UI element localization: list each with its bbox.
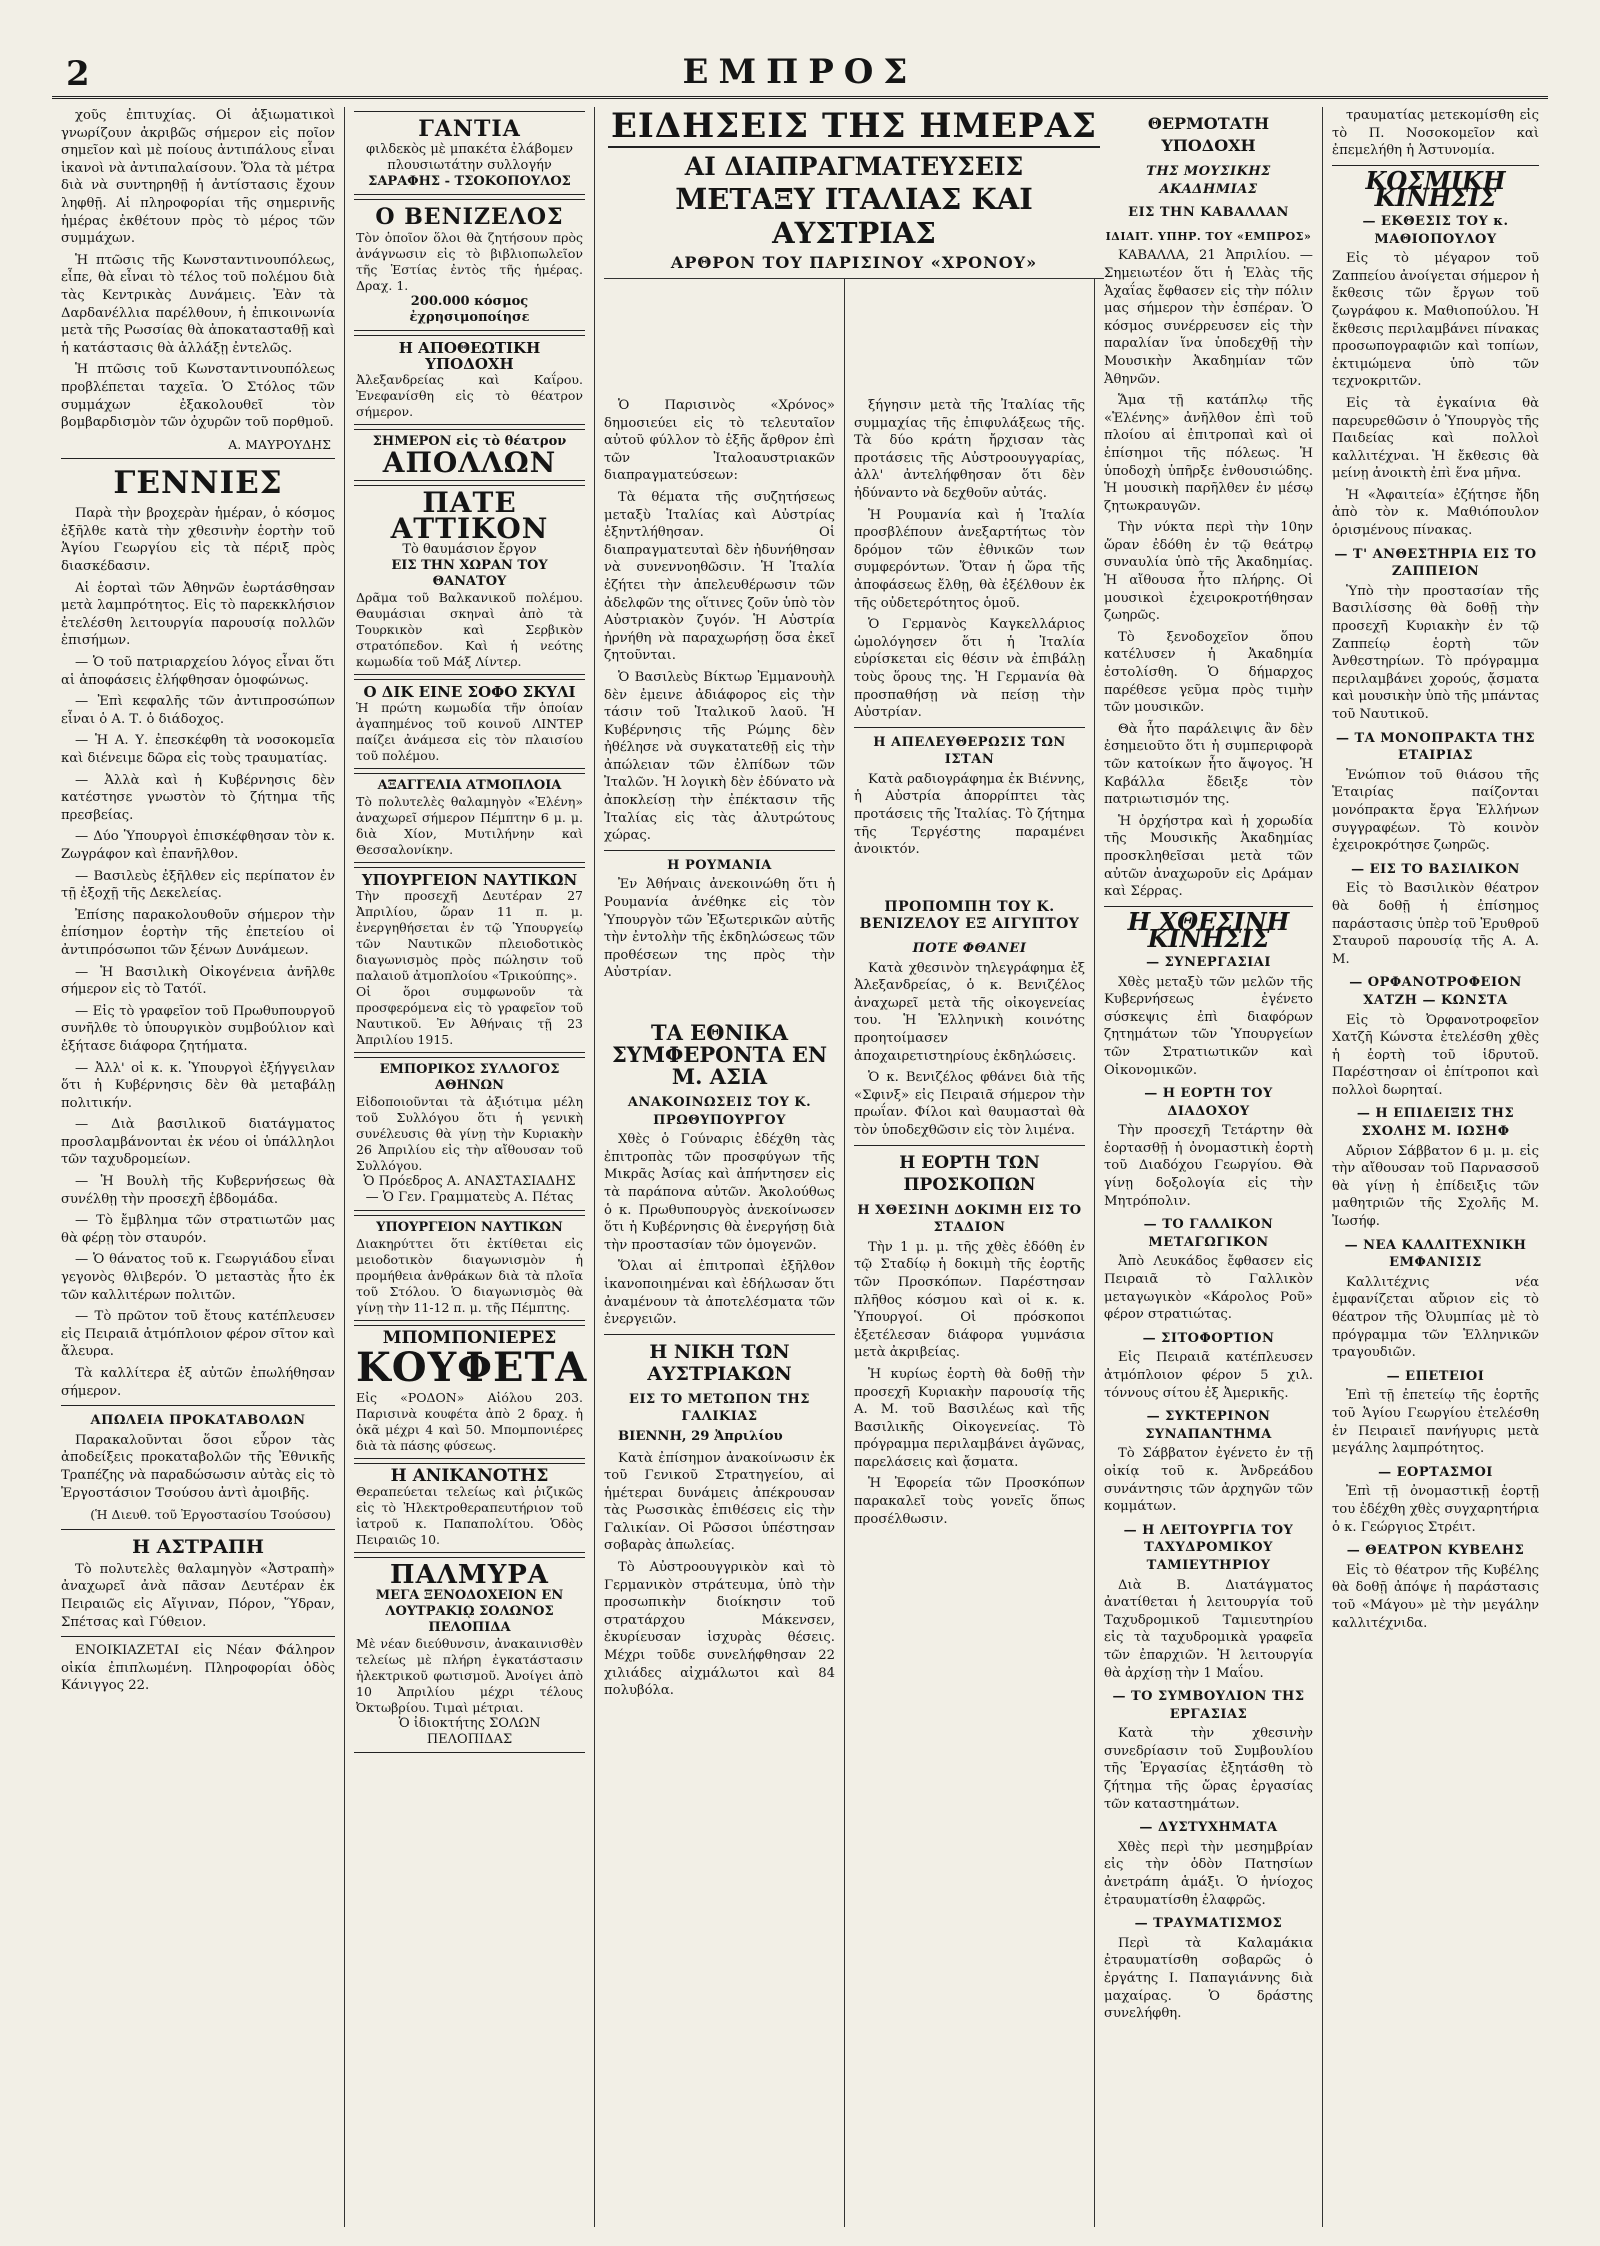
paragraph: Ἀπὸ Λευκάδος ἔφθασεν εἰς Πειραιᾶ τὸ Γαλλικὸν μεταγωγικὸν «Κάρολος Ροῦ» φέρον στρατιώτας.: [1104, 1254, 1313, 1323]
ad-koufeta: [354, 1325, 588, 1459]
paragraph: τραυματίας μετεκομίσθη εἰς τὸ Π. Νοσοκομεῖον καὶ ἐπεμελήθη ἡ Ἀστυνομία.: [1332, 108, 1539, 159]
section-head: — ΤΑ ΜΟΝΟΠΡΑΚΤΑ ΤΗΣ ΕΤΑΙΡΙΑΣ: [1335, 730, 1536, 764]
ad-head: Ο ΒΕΝΙΖΕΛΟΣ: [375, 204, 564, 230]
paragraph: Διὰ Β. Διατάγματος ἀνατίθεται ἡ λειτουργία τοῦ Ταχυδρομικοῦ Ταμιευτηρίου εἰς τὰ ταχυδρομικὰ γραφεῖα τῶν ἐπαρχιῶν. Ἡ λειτουργία θὰ ἀρχίσῃ τὴν 1 Μαΐου.: [1104, 1577, 1313, 1681]
paragraph: — Τὸ πρῶτον τοῦ ἔτους κατέπλευσεν εἰς Πειραιᾶ ἀτμόπλοιον φέρον σῖτον καὶ ἄλευρα.: [61, 1309, 335, 1360]
ad-text: Εἰς «ΡΟΔΟΝ» Αἰόλου 203. Παρισινὰ κουφέτα ἀπὸ 2 δραχ. ἡ ὀκᾶ μέχρι 4 καὶ 50. Μπομπονιέρες διὰ τὰ πάσης φύσεως.: [356, 1390, 583, 1453]
ad-pate-attikon: [354, 485, 585, 675]
section-head: — Η ΕΟΡΤΗ ΤΟΥ ΔΙΑΔΟΧΟΥ: [1144, 1086, 1273, 1119]
ad-head: Ο ΔΙΚ ΕΙΝΕ ΣΟΦΟ ΣΚΥΛΙ: [363, 683, 576, 701]
section-head: — ΘΕΑΤΡΟΝ ΚΥΒΕΛΗΣ: [1346, 1543, 1525, 1559]
section-head: — ΕΚΘΕΣΙΣ ΤΟΥ κ. ΜΑΘΙΟΠΟΥΛΟΥ: [1362, 213, 1509, 247]
paragraph: Ὑπὸ τὴν προστασίαν τῆς Βασιλίσσης θὰ δοθῇ τὴν προσεχῆ Κυριακὴν ἐν τῷ Ζαππείῳ ἑορτὴ τῶν Ἀνθεστηρίων. Τὸ πρόγραμμα περιλαμβάνει χορούς, ᾄσματα καὶ μουσικὴν ὑπὸ τῆς μπάντας τοῦ Ναυτικοῦ.: [1332, 583, 1539, 722]
newspaper-title: ΕΜΠΡΟΣ: [682, 52, 918, 92]
paragraph: ΚΑΒΑΛΛΑ, 21 Ἀπριλίου. — Σημειωτέον ὅτι ἡ Ἑλὰς τῆς Ἀχαΐας ἔφθασεν εἰς τὴν πόλιν μας σήμερον τὴν ἑσπέραν. Ὁ κόσμος συνέρρευσεν εἰς τὴν παραλίαν ἵνα ὑποδεχθῇ τὴν Μουσικὴν Ἀκαδημίαν τῶν Ἀθηνῶν.: [1104, 248, 1313, 387]
paragraph: — Ἀλλ' οἱ κ. κ. Ὑπουργοὶ ἐξήγγειλαν ὅτι ἡ Κυβέρνησις δὲν θὰ μεταβάλῃ πολιτικήν.: [61, 1060, 335, 1111]
paragraph: Χθὲς μεταξὺ τῶν μελῶν τῆς Κυβερνήσεως ἐγένετο σύσκεψις ἐπὶ διαφόρων ζητημάτων τῶν Ὑπουργείων τῶν Στρατιωτικῶν καὶ Οἰκονομικῶν.: [1104, 974, 1313, 1078]
paragraph: Τὴν προσεχῆ Τετάρτην θὰ ἑορτασθῇ ἡ ὀνομαστικὴ ἑορτὴ τοῦ Διαδόχου Γεωργίου. Θὰ γίνῃ δοξολογία εἰς τὴν Μητρόπολιν.: [1104, 1123, 1313, 1209]
headline-xthesini-kinisis: Η ΧΘΕΣΙΝΗ ΚΙΝΗΣΙΣ: [1127, 906, 1290, 954]
paragraph: Καλλιτέχνις νέα ἐμφανίζεται αὔριον εἰς τὸ θέατρον τῆς Ὀλυμπίας μὲ τὸ πρόγραμμα τῶν Ἑλληνικῶν τραγουδιῶν.: [1332, 1274, 1539, 1361]
paragraph: — Ὁ τοῦ πατριαρχείου λόγος εἶναι ὅτι αἱ ἀποφάσεις ἐλήφθησαν ὁμοφώνως.: [61, 655, 335, 688]
ad-merchants-association: [354, 1057, 585, 1211]
divider: [61, 1529, 335, 1530]
main-subheadline-3: ΑΡΘΡΟΝ ΤΟΥ ΠΑΡΙΣΙΝΟΥ «ΧΡΟΝΟΥ»: [670, 253, 1038, 272]
section-head: — Τ' ΑΝΘΕΣΤΗΡΙΑ ΕΙΣ ΤΟ ΖΑΠΠΕΙΟΝ: [1334, 546, 1537, 580]
paragraph: Ὁ Παρισινὸς «Χρόνος» δημοσιεύει εἰς τὸ τελευταῖον αὐτοῦ φύλλον τὸ ἑξῆς ἄρθρον ἐπὶ τῶν Ἰταλοαυστριακῶν διαπραγματεύσεων:: [604, 398, 835, 484]
ad-head: ΑΞΑΓΓΕΛΙΑ ΑΤΜΟΠΛΟΙΑ: [377, 778, 562, 793]
paragraph: Τὰ θέματα τῆς συζητήσεως μεταξὺ Ἰταλίας καὶ Αὐστρίας ἐξηντλήθησαν. Οἱ διαπραγματευταὶ δὲν ἠδυνήθησαν νὰ συνεννοηθῶσιν. Ἡ Ἰταλία ἐζήτει τὴν ἀπελευθέρωσιν τῶν ἀδελφῶν της οἵτινες ζοῦν ὑπὸ τὸν Αὐστριακὸν ζυγόν. Ἡ Αὐστρία ἠρνήθη νὰ παραχωρήσῃ ὅσα ἐκεῖ ζητοῦνται.: [604, 489, 835, 664]
section-head: — ΤΡΑΥΜΑΤΙΣΜΟΣ: [1134, 1916, 1283, 1932]
section-head: — ΣΥΚΤΕΡΙΝΟΝ ΣΥΝΑΠΑΝΤΗΜΑ: [1145, 1409, 1272, 1442]
paragraph: Ἐπὶ τῇ ἐπετείῳ τῆς ἑορτῆς τοῦ Ἁγίου Γεωργίου ἐτελέσθη ἐν Πειραιεῖ πανήγυρις μετὰ μεγάλης λαμπρότητος.: [1332, 1388, 1539, 1457]
subheadline-ethnika: ΑΝΑΚΟΙΝΩΣΕΙΣ ΤΟΥ Κ. ΠΡΩΘΥΠΟΥΡΓΟΥ: [627, 1095, 812, 1128]
headline-ethnika: ΤΑ ΕΘΝΙΚΑ ΣΥΜΦΕΡΟΝΤΑ ΕΝ Μ. ΑΣΙΑ: [611, 1020, 828, 1089]
page-number: 2: [66, 54, 90, 94]
ad-anikanotis: [354, 1463, 585, 1553]
spacer: [854, 863, 1085, 893]
paragraph: Ὁ Βασιλεὺς Βίκτωρ Ἐμμανουὴλ δὲν ἐμεινε ἀδιάφορος εἰς τὴν τάσιν τοῦ Ἰταλικοῦ λαοῦ. Ἡ Κυβέρνησις τῆς Ρώμης δὲν ἠθέλησε νὰ συγκατατεθῇ εἰς τὴν ἀπώλειαν τῶν ἐλπίδων τῶν Ἰταλῶν. Ἡ λογικὴ δὲν ἐδύνατο νὰ ἀποκλείσῃ τὴν ἐπέκτασιν τῆς Ἰταλίας εἰς τὰς ἀλυτρώτους χώρας.: [604, 669, 835, 844]
headline-proskopon: Η ΕΟΡΤΗ ΤΩΝ ΠΡΟΣΚΟΠΩΝ: [899, 1152, 1040, 1195]
ad-venizelos-book: [354, 199, 585, 331]
ad-text: Δρᾶμα τοῦ Βαλκανικοῦ πολέμου. Θαυμάσιαι σκηναὶ ἀπὸ τὰ Τουρκικὸν καὶ Σερβικὸν στρατόπεδον. Καὶ ἡ νεότης κωμωδία τοῦ Μάξ Λίντερ.: [356, 590, 583, 669]
paragraph: — Ὁ θάνατος τοῦ κ. Γεωργιάδου εἶναι γεγονὸς θλιβερόν. Ὁ μεταστὰς ἦτο ἐκ τῶν καλλιτέρων πολιτῶν.: [61, 1252, 335, 1303]
paragraph: Ἡ ὀρχήστρα καὶ ἡ χορωδία τῆς Μουσικῆς Ἀκαδημίας προσκληθεῖσαι μετὰ τῶν αὐτῶν ἀναχωροῦν εἰς Δράμαν καὶ Σέρρας.: [1104, 813, 1313, 900]
section-head: — ΝΕΑ ΚΑΛΛΙΤΕΧΝΙΚΗ ΕΜΦΑΝΙΣΙΣ: [1344, 1237, 1527, 1271]
headline-gennies: ΓΕΝΝΙΕΣ: [113, 465, 283, 502]
divider: [61, 1405, 335, 1406]
headline-astrapi: Η ΑΣΤΡΑΠΗ: [132, 1535, 264, 1558]
ad-text: Ἀλεξανδρείας καὶ Καΐρου. Ἐνεφανίσθη εἰς τὸ θέατρον σήμερον.: [356, 372, 583, 419]
ad-apollon: [354, 429, 585, 481]
spacer: [604, 986, 835, 1016]
section-head: — ΤΟ ΓΑΛΛΙΚΟΝ ΜΕΤΑΓΩΓΙΚΟΝ: [1143, 1217, 1274, 1250]
signature: Α. ΜΑΥΡΟΥΔΗΣ: [228, 436, 331, 452]
ad-sign: Ὁ ἰδιοκτήτης ΣΟΛΩΝ ΠΕΛΟΠΙΔΑΣ: [398, 1716, 541, 1747]
ad-head: Η ΑΠΟΘΕΩΤΙΚΗ ΥΠΟΔΟΧΗ: [398, 339, 541, 373]
headline-roumania: Η ΡΟΥΜΑΝΙΑ: [667, 857, 772, 873]
paragraph: — Διὰ βασιλικοῦ διατάγματος προσλαμβάνονται ἐκ νέου οἱ ὑπάλληλοι τῶν ταχυδρομείων.: [61, 1117, 335, 1168]
ad-text: Θεραπεύεται τελείως καὶ ῥιζικῶς εἰς τὸ Ἠλεκτροθεραπευτήριον τοῦ ἰατροῦ κ. Παπαπολίτου. Ὁδὸς Πειραιῶς 10.: [356, 1484, 583, 1547]
paragraph: Εἰς τὸ μέγαρον τοῦ Ζαππείου ἀνοίγεται σήμερον ἡ ἔκθεσις τῶν ἔργων τοῦ ζωγράφου κ. Μαθιοπούλου. Ἡ ἔκθεσις περιλαμβάνει πίνακας προσωπογραφιῶν καὶ τοπίων, ἐκτιμώμενα ὑπὸ τῶν τεχνοκριτῶν.: [1332, 251, 1539, 390]
paragraph: Τὰ καλλίτερα ἐξ αὐτῶν ἐπωλήθησαν σήμερον.: [61, 1366, 335, 1399]
ad-sub: φιλδεκὸς μὲ μπακέτα ἐλάβομεν πλουσιωτάτην συλλογήν: [365, 142, 574, 173]
paragraph: Εἰς τὸ Ὀρφανοτροφεῖον Χατζῆ Κώνστα ἐτελέσθη χθὲς ἡ ἑορτὴ τοῦ ἱδρυτοῦ. Παρέστησαν οἱ ἐπίτροποι καὶ πολλοὶ δωρηταί.: [1332, 1012, 1539, 1098]
column-6: [1323, 107, 1548, 2227]
ad-head: ΓΑΝΤΙΑ: [418, 116, 521, 142]
paragraph: Ἡ Ἐφορεία τῶν Προσκόπων παρακαλεῖ τοὺς γονεῖς ὅπως προσέλθωσιν.: [854, 1476, 1085, 1527]
headline-kosmiki-kinisis: ΚΟΣΜΙΚΗ ΚΙΝΗΣΙΣ: [1365, 165, 1506, 213]
ad-head: ΑΠΟΛΛΩΝ: [382, 446, 557, 479]
footer-notice: ΕΝΟΙΚΙΑΖΕΤΑΙ εἰς Νέαν Φάληρον οἰκία ἐπιπλωμένη. Πληροφορίαι ὁδὸς Κάνιγγος 22.: [61, 1643, 335, 1694]
paragraph: Κατὰ ἐπίσημον ἀνακοίνωσιν ἐκ τοῦ Γενικοῦ Στρατηγείου, αἱ ἡμέτεραι δυνάμεις ἀπέκρουσαν τὰς Ρωσσικὰς ἐπιθέσεις εἰς τὴν Γαλικίαν. Οἱ Ρῶσσοι ὑπέστησαν σοβαρὰς ἀπωλείας.: [604, 1450, 835, 1554]
paragraph: Παρὰ τὴν βροχερὰν ἡμέραν, ὁ κόσμος ἐξῆλθε κατὰ τὴν χθεσινὴν ἑορτὴν τοῦ Ἁγίου Γεωργίου εἰς τὰ πέριξ πρὸς διασκέδασιν.: [61, 506, 335, 575]
ad-gloves: [354, 111, 585, 195]
paragraph: Εἰς τὰ ἐγκαίνια θὰ παρευρεθῶσιν ὁ Ὑπουργὸς τῆς Παιδείας καὶ πολλοὶ καλλιτέχναι. Ἡ ἔκθεσις θὰ μείνῃ ἀνοικτὴ ἐπὶ ἕνα μῆνα.: [1332, 395, 1539, 482]
paragraph: — Εἰς τὸ γραφεῖον τοῦ Πρωθυπουργοῦ συνῆλθε τὸ ὑπουργικὸν συμβούλιον καὶ ἐξήτασε διάφορα ζητήματα.: [61, 1003, 335, 1054]
ad-head: ΠΑΤΕ ΑΤΤΙΚΟΝ: [390, 486, 549, 545]
ad-head: ΥΠΟΥΡΓΕΙΟΝ ΝΑΥΤΙΚΩΝ: [376, 1220, 563, 1235]
ad-head: ΠΑΛΜΥΡΑ: [390, 1560, 549, 1590]
ad-dik: [354, 679, 585, 769]
section-head: — ΣΙΤΟΦΟΡΤΙΟΝ: [1142, 1330, 1275, 1346]
column-1: [52, 107, 345, 2227]
ad-head: ΜΠΟΜΠΟΝΙΕΡΕΣ: [382, 1328, 557, 1348]
ad-text: Εἰδοποιοῦνται τὰ ἀξιότιμα μέλη τοῦ Συλλόγου ὅτι ἡ γενικὴ συνέλευσις θὰ γίνῃ τὴν Κυριακὴν 26 Ἀπριλίου εἰς τὴν αἴθουσαν τοῦ Συλλόγου.: [356, 1094, 583, 1173]
ad-head: ΥΠΟΥΡΓΕΙΟΝ ΝΑΥΤΙΚΩΝ: [361, 871, 578, 889]
divider: [61, 458, 335, 459]
ad-navy-ministry: [354, 867, 585, 1053]
headline-venizelos: ΠΡΟΠΟΜΠΗ ΤΟΥ Κ. ΒΕΝΙΖΕΛΟΥ ΕΞ ΑΙΓΥΠΤΟΥ: [859, 898, 1080, 933]
ad-navy-ministry-2: [354, 1215, 585, 1321]
paragraph: Ὁ κ. Βενιζέλος φθάνει διὰ τῆς «Σφινξ» εἰς Πειραιᾶ σήμερον τὴν πρωΐαν. Φίλοι καὶ θαυμασταὶ θὰ τὸν ὑποδεχθῶσιν εἰς τὸν λιμένα.: [854, 1070, 1085, 1138]
paragraph: Χθὲς περὶ τὴν μεσημβρίαν εἰς τὴν ὁδὸν Πατησίων ἀνετράπη ἁμάξι. Ὁ ἡνίοχος ἐτραυματίσθη ἐλαφρῶς.: [1104, 1839, 1313, 1908]
paragraph: Κατὰ χθεσινὸν τηλεγράφημα ἐξ Ἀλεξανδρείας, ὁ κ. Βενιζέλος ἀναχωρεῖ μετὰ τῆς οἰκογενείας του. Ἡ Ἑλληνικὴ κοινότης προητοίμασεν ἀποχαιρετιστηρίους ἐκδηλώσεις.: [854, 960, 1085, 1064]
paragraph: Εἰς Πειραιᾶ κατέπλευσεν ἀτμόπλοιον φέρον 5 χιλ. τόννους σίτου ἐξ Ἀμερικῆς.: [1104, 1350, 1313, 1401]
ad-big: ΚΟΥΦΕΤΑ: [356, 1344, 588, 1391]
ad-sub: Τὸ θαυμάσιον ἔργον: [402, 542, 537, 557]
paragraph: Θὰ ἦτο παράλειψις ἂν δὲν ἐσημειοῦτο ὅτι ἡ συμπεριφορὰ τῶν κατοίκων ἦτο ἄψογος. Ἡ Καβάλλα ἔδειξε τὸν πατριωτισμόν της.: [1104, 721, 1313, 808]
subheadline-niki: ΕΙΣ ΤΟ ΜΕΤΩΠΟΝ ΤΗΣ ΓΑΛΙΚΙΑΣ: [629, 1391, 810, 1425]
paragraph: Εἰς τὸ Βασιλικὸν θέατρον θὰ δοθῇ ἡ ἐπίσημος παράστασις ὑπὲρ τοῦ Ἐρυθροῦ Σταυροῦ παρουσίᾳ τῆς Α. Α. Μ.: [1332, 881, 1540, 967]
paragraph: Αὔριον Σάββατον 6 μ. μ. εἰς τὴν αἴθουσαν τοῦ Παρνασσοῦ θὰ γίνῃ ἡ ἐπίδειξις τῶν μαθητριῶν τῆς Σχολῆς Μ. Ἰωσήφ.: [1332, 1143, 1539, 1230]
paragraph: Ὁ Γερμανὸς Καγκελλάριος ὡμολόγησεν ὅτι ἡ Ἰταλία εὑρίσκεται εἰς θέσιν νὰ ἐπιβάλῃ τοὺς ὅρους της. Ἡ Γερμανία θὰ προσπαθήσῃ νὰ πείσῃ τὴν Αὐστρίαν.: [854, 617, 1085, 721]
ad-palmyra: [354, 1557, 585, 1753]
paragraph: Ἐν Ἀθήναις ἀνεκοινώθη ὅτι ἡ Ρουμανία ἀνέθηκε εἰς τὸν Ὑπουργὸν τῶν Ἐξωτερικῶν αὐτῆς τὴν ἐντολὴν τῆς ἐκδηλώσεως τῶν προθέσεων της πρὸς τὴν Αὐστρίαν.: [604, 877, 835, 981]
ad-head: Η ΑΝΙΚΑΝΟΤΗΣ: [390, 1466, 549, 1486]
subheadline: ΕΙΣ ΤΗΝ ΚΑΒΑΛΛΑΝ: [1128, 205, 1289, 221]
section-head: — ΕΠΕΤΕΙΟΙ: [1386, 1368, 1485, 1384]
ad-sign: Ὁ Πρόεδρος Α. ΑΝΑΣΤΑΣΙΑΔΗΣ — Ὁ Γεν. Γραμματεὺς Α. Πέτας: [363, 1174, 576, 1205]
ad-head: ΕΜΠΟΡΙΚΟΣ ΣΥΛΛΟΓΟΣ ΑΘΗΝΩΝ: [379, 1062, 560, 1093]
paragraph: Εἰς τὸ θέατρον τῆς Κυβέλης θὰ δοθῇ ἀπόψε ἡ παράστασις τοῦ «Μάγου» μὲ τὴν μεγάλην καλλιτέχνιδα.: [1332, 1562, 1539, 1631]
paragraph: χοῦς ἐπιτυχίας. Οἱ ἀξιωματικοὶ γνωρίζουν ἀκριβῶς σήμερον εἰς ποῖον σημεῖον καὶ μὲ ποίους ἀντιπάλους εἶναι ἱκανοὶ νὰ ἀντιπαλαίσουν. Ὅλα τὰ μέτρα διὰ νὰ συντηρηθῇ ἡ ἀντίστασις ἔχουν ληφθῇ. Αἱ πληροφορίαι τῆς σημερινῆς ἡμέρας ἐκθέτουν πρὸς τὸ μέρος τῶν συμμάχων.: [61, 108, 335, 247]
paragraph: — Τὸ ἔμβλημα τῶν στρατιωτῶν μας θὰ φέρῃ τὸν σταυρόν.: [61, 1213, 335, 1246]
column-4: [845, 107, 1095, 2227]
headline-ypodoxi: ΘΕΡΜΟΤΑΤΗ ΥΠΟΔΟΧΗ: [1147, 114, 1270, 155]
paragraph: — Δύο Ὑπουργοὶ ἐπισκέφθησαν τὸν κ. Ζωγράφον καὶ ἐπανῆλθον.: [61, 829, 335, 862]
paragraph: Ἡ πτῶσις τοῦ Κωνσταντινουπόλεως προβλέπεται ταχεῖα. Ὁ Στόλος τῶν συμμάχων ἐξακολουθεῖ τὸν βομβαρδισμὸν τῶν ὀχυρῶν τοῦ πορθμοῦ.: [61, 362, 335, 431]
paragraph: — Ἀλλὰ καὶ ἡ Κυβέρνησις δὲν κατέστησε γνωστὸν τὸ ζήτημα τῆς πρεσβείας.: [61, 772, 335, 823]
paragraph: Τὸ Σάββατον ἐγένετο ἐν τῇ οἰκίᾳ τοῦ κ. Ἀνδρεάδου συνάντησις τῶν ἀρχηγῶν τῶν κομμάτων.: [1104, 1446, 1313, 1515]
paragraph: Ἐπίσης παρακολουθοῦν σήμερον τὴν ἐπίσημον ἑορτὴν τῆς ἐπετείου οἱ ἀντιπρόσωποι τῶν ξένων Δυνάμεων.: [61, 907, 335, 958]
paragraph: Ἐπὶ τῇ ὀνομαστικῇ ἑορτῇ του ἐδέχθη χθὲς συγχαρητήρια ὁ κ. Γεώργιος Στρέιτ.: [1332, 1484, 1539, 1535]
ad-text: Τὸν ὁποῖον ὅλοι θὰ ζητήσουν πρὸς ἀνάγνωσιν εἰς τὸ βιβλιοπωλεῖον τῆς Ἑστίας ἐντὸς τῆς ἡμέρας. Δραχ. 1.: [356, 230, 583, 293]
column-3: [595, 107, 845, 2227]
paragraph: Κατὰ ραδιογράφημα ἐκ Βιέννης, ἡ Αὐστρία ἀπορρίπτει τὰς προτάσεις τῆς Ἰταλίας. Τὸ ζήτημα τῆς Τεργέστης παραμένει ἀνοικτόν.: [854, 771, 1085, 858]
masthead: [52, 46, 1548, 99]
ad-text: Μὲ νέαν διεύθυνσιν, ἀνακαινισθὲν τελείως μὲ πλήρη ἐγκατάστασιν ἠλεκτρικοῦ φωτισμοῦ. Ἀνοίγει ἀπὸ 10 Ἀπριλίου μέχρι τέλους Ὀκτωβρίου. Τιμαὶ μέτριαι.: [356, 1636, 583, 1715]
divider: [854, 1145, 1085, 1146]
main-headline: ΕΙΔΗΣΕΙΣ ΤΗΣ ΗΜΕΡΑΣ: [608, 106, 1100, 148]
byline: ΙΔΙΑΙΤ. ΥΠΗΡ. ΤΟΥ «ΕΜΠΡΟΣ»: [1105, 229, 1312, 243]
paragraph: Χθὲς ὁ Γούναρις ἐδέχθη τὰς ἐπιτροπὰς τῶν προσφύγων τῆς Μικρᾶς Ἀσίας καὶ ἀπήντησεν εἰς τὰ παράπονα αὐτῶν. Ἀκολούθως ὁ κ. Πρωθυπουργὸς ἀνεκοίνωσεν ὅτι ἡ Κυβέρνησις θὰ ἐνεργήσῃ διὰ τὴν προστασίαν τῶν ὁμογενῶν.: [604, 1132, 835, 1253]
ad-text: Διακηρύττει ὅτι ἐκτίθεται εἰς μειοδοτικὸν διαγωνισμὸν ἡ προμήθεια ἀνθράκων διὰ τὰ πλοῖα τοῦ Στόλου. Ὁ διαγωνισμὸς θὰ γίνῃ τὴν 11-12 π. μ. τῆς Πέμπτης.: [356, 1236, 583, 1315]
paragraph: Κατὰ τὴν χθεσινὴν συνεδρίασιν τοῦ Συμβουλίου τῆς Ἐργασίας ἐξητάσθη τὸ ζήτημα τῆς ὥρας ἐργασίας τῶν καταστημάτων.: [1104, 1726, 1313, 1812]
paragraph: Παρακαλοῦνται ὅσοι εὗρον τὰς ἀποδείξεις προκαταβολῶν τῆς Ἐθνικῆς Τραπέζης νὰ παραδώσωσιν αὐτὰς εἰς τὸ Ἐργοστάσιον Τσούσου ἀντὶ ἀμοιβῆς.: [61, 1432, 335, 1501]
main-subheadline-2: ΜΕΤΑΞΥ ΙΤΑΛΙΑΣ ΚΑΙ ΑΥΣΤΡΙΑΣ: [675, 182, 1033, 250]
dateline: ΒΙΕΝΝΗ, 29 Ἀπριλίου: [618, 1428, 783, 1444]
paragraph: Τὸ πολυτελὲς θαλαμηγὸν «Ἀστραπὴ» ἀναχωρεῖ ἀνὰ πᾶσαν Δευτέραν ἐκ Πειραιῶς εἰς Αἴγιναν, Πόρον, Ὕδραν, Σπέτσας καὶ Γύθειον.: [61, 1561, 335, 1630]
paragraph: Περὶ τὰ Καλαμάκια ἐτραυματίσθη σοβαρῶς ὁ ἐργάτης Ι. Παπαγιάννης διὰ μαχαίρας. Ὁ δράστης συνελήφθη.: [1104, 1935, 1313, 2022]
paragraph: Ὅλαι αἱ ἐπιτροπαὶ ἐξῆλθον ἱκανοποιημέναι καὶ ἐδήλωσαν ὅτι ἀναμένουν τὰ ἀποτελέσματα τῶν ἐνεργειῶν.: [604, 1259, 835, 1328]
paragraph: Αἱ ἑορταὶ τῶν Ἀθηνῶν ἐωρτάσθησαν μετὰ λαμπρότητος. Εἰς τὸ παρεκκλήσιον ἐτελέσθη λειτουργία παρουσίᾳ πολλῶν ἐπισήμων.: [61, 580, 335, 649]
paragraph: — Ἡ Βασιλικὴ Οἰκογένεια ἀνῆλθε σήμερον εἰς τὸ Τατόϊ.: [61, 964, 335, 998]
section-head: — ΣΥΝΕΡΓΑΣΙΑΙ: [1146, 954, 1271, 970]
paragraph: — Ἡ Α. Υ. ἐπεσκέφθη τὰ νοσοκομεῖα καὶ διένειμε δῶρα εἰς τοὺς τραυματίας.: [61, 733, 335, 766]
paragraph: Τὴν 1 μ. μ. τῆς χθὲς ἐδόθη ἐν τῷ Σταδίῳ ἡ δοκιμὴ τῆς ἑορτῆς τῶν Προσκόπων. Παρέστησαν πλῆθος κόσμου καὶ οἱ κ. κ. Ὑπουργοί. Οἱ πρόσκοποι ἐξετέλεσαν διάφορα γυμνάσια μετὰ ἀκριβείας.: [854, 1239, 1085, 1361]
divider: [854, 727, 1085, 728]
ad-text: Τὸ πολυτελὲς θαλαμηγὸν «Ἑλένη» ἀναχωρεῖ σήμερον Πέμπτην 6 μ. μ. διὰ Χίον, Μυτιλήνην καὶ Θεσσαλονίκην.: [356, 794, 583, 857]
main-subheadline-1: ΑΙ ΔΙΑΠΡΑΓΜΑΤΕΥΣΕΙΣ: [684, 152, 1024, 181]
divider: [604, 1334, 835, 1335]
section-head: — ΟΡΦΑΝΟΤΡΟΦΕΙΟΝ ΧΑΤΖΗ — ΚΩΝΣΤΑ: [1349, 975, 1522, 1008]
section-head: — ΤΟ ΣΥΜΒΟΥΛΙΟΝ ΤΗΣ ΕΡΓΑΣΙΑΣ: [1112, 1689, 1305, 1722]
paragraph: Τὴν νύκτα περὶ τὴν 10ην ὥραν ἐδόθη ἐν τῷ θεάτρῳ συναυλία ὑπὸ τῆς Ἀκαδημίας. Ἡ αἴθουσα ἦτο πλήρης. Οἱ μουσικοὶ ἐχειροκροτήθησαν ζωηρῶς.: [1104, 520, 1313, 624]
paragraph: — Βασιλεὺς ἐξῆλθεν εἰς περίπατον ἐν τῇ ἐξοχῇ τῆς Δεκελείας.: [61, 868, 335, 902]
headline-niki: Η ΝΙΚΗ ΤΩΝ ΑΥΣΤΡΙΑΚΩΝ: [647, 1340, 792, 1385]
section-head: — Η ΕΠΙΔΕΙΞΙΣ ΤΗΣ ΣΧΟΛΗΣ Μ. ΙΩΣΗΦ: [1356, 1106, 1515, 1140]
paragraph: — Ἡ Βουλὴ τῆς Κυβερνήσεως θὰ συνέλθῃ τὴν προσεχῆ ἑβδομάδα.: [61, 1174, 335, 1207]
paragraph: Ἡ πτῶσις τῆς Κωνσταντινουπόλεως, εἶπε, θὰ εἶναι τὸ τέλος τοῦ πολέμου διὰ τὰς Κεντρικὰς Δυνάμεις. Ἐὰν τὰ Δαρδανέλλια παρέλθουν, ἡ ἐπικοινωνία μετὰ τῆς Ρωσσίας θὰ ἀποκατασταθῇ καὶ ἡ κατάστασις θὰ ἀλλάξῃ ἐντελῶς.: [61, 252, 335, 356]
ad-reception: [354, 335, 585, 425]
subheadline: ΤΗΣ ΜΟΥΣΙΚΗΣ ΑΚΑΔΗΜΙΑΣ: [1146, 164, 1271, 197]
ad-sub: ΣΗΜΕΡΟΝ εἰς τὸ θέατρον: [372, 434, 567, 449]
signature: (Ἡ Διευθ. τοῦ Ἐργοστασίου Τσούσου): [90, 1507, 331, 1523]
columns: [52, 107, 1548, 2227]
paragraph: — Ἐπὶ κεφαλῆς τῶν ἀντιπροσώπων εἶναι ὁ Α. Τ. ὁ διάδοχος.: [61, 694, 335, 727]
main-story-header: [604, 104, 1104, 279]
ad-sub: ΜΕΓΑ ΞΕΝΟΔΟΧΕΙΟΝ ΕΝ ΛΟΥΤΡΑΚΙῼ ΣΟΛΩΝΟΣ ΠΕΛΟΠΙΔΑ: [375, 1588, 564, 1635]
column-2-ads: [345, 107, 595, 2227]
ad-name: ΣΑΡΑΦΗΣ - ΤΣΟΚΟΠΟΥΛΟΣ: [368, 174, 571, 189]
section-head: — ΕΙΣ ΤΟ ΒΑΣΙΛΙΚΟΝ: [1351, 861, 1520, 877]
paragraph: ξήγησιν μετὰ τῆς Ἰταλίας τῆς συμμαχίας τῆς ἐπιφυλάξεως τῆς. Τὰ δύο κράτη ἤρχισαν τὰς προτάσεις τῆς Αὐστροουγγαρίας, ἀλλ' ἀντελήφθησαν ὅτι δὲν ἠδύναντο νὰ δεχθοῦν αὐτάς.: [854, 398, 1085, 501]
divider: [604, 850, 835, 851]
ad-text: Τὴν προσεχῆ Δευτέραν 27 Ἀπριλίου, ὥραν 11 π. μ. ἐνεργηθήσεται ἐν τῷ Ὑπουργείῳ τῶν Ναυτικῶν πλειοδοτικὸς διαγωνισμὸς πρὸς πώλησιν τοῦ παλαιοῦ ἀτμοπλοίου «Τρικούπης».: [356, 888, 583, 983]
column-5: [1095, 107, 1323, 2227]
ad-text: Ἡ πρώτη κωμωδία τῆν ὁποίαν ἀγαπημένος τοῦ κοινοῦ ΛΙΝΤΕΡ παίζει ἀνάμεσα εἰς τὸν πλαισίου τοῦ πολέμου.: [356, 700, 583, 763]
section-head: — ΔΥΣΤΥΧΗΜΑΤΑ: [1139, 1820, 1278, 1836]
subheadline-proskopon: Η ΧΘΕΣΙΝΗ ΔΟΚΙΜΗ ΕΙΣ ΤΟ ΣΤΑΔΙΟΝ: [857, 1202, 1082, 1236]
subheadline-venizelos: ΠΟΤΕ ΦΘΑΝΕΙ: [912, 941, 1027, 957]
ad-sub: 200.000 κόσμος ἐχρησιμοποίησε: [409, 294, 530, 325]
section-head: — ΕΟΡΤΑΣΜΟΙ: [1378, 1464, 1493, 1480]
paragraph: Ἐνώπιον τοῦ θιάσου τῆς Ἑταιρίας παίζονται μονόπρακτα ἔργα Ἑλλήνων συγγραφέων. Τὸ κοινὸν ἐχειροκρότησε ζωηρῶς.: [1332, 767, 1539, 854]
headline-apoleia: ΑΠΩΛΕΙΑ ΠΡΟΚΑΤΑΒΟΛΩΝ: [90, 1413, 306, 1429]
paragraph: Τὸ Αὐστροουγγρικὸν καὶ τὸ Γερμανικὸν στράτευμα, ὑπὸ τὴν προσωπικὴν διοίκησιν τοῦ στρατάρχου Μάκενσεν, ἐκυρίευσαν ἰσχυρὰς θέσεις. Μέχρι τοῦδε συνελήφθησαν 22 χιλιάδες αἰχμάλωτοι καὶ 84 πολυβόλα.: [604, 1560, 835, 1699]
paragraph: Ἅμα τῇ κατάπλῳ τῆς «Ἑλένης» ἀνῆλθον ἐπὶ τοῦ πλοίου αἱ ἐπιτροπαὶ καὶ οἱ ἐπίσημοι τῆς πόλεως. Ἡ ὑποδοχὴ ὑπῆρξε ἐνθουσιώδης. Ἡ μουσικὴ παρῆλθεν ἐν μέσῳ ζητωκραυγῶν.: [1104, 393, 1313, 514]
paragraph: Τὸ ξενοδοχεῖον ὅπου κατέλυσεν ἡ Ἀκαδημία ἐστολίσθη. Ὁ δήμαρχος παρέθεσε γεῦμα πρὸς τιμὴν τῶν μουσικῶν.: [1104, 629, 1313, 716]
paragraph: Ἡ κυρίως ἑορτὴ θὰ δοθῇ τὴν προσεχῆ Κυριακὴν παρουσίᾳ τῆς Α. Μ. τοῦ Βασιλέως καὶ τῆς Βασιλικῆς Οἰκογενείας. Τὸ πρόγραμμα περιλαμβάνει ἀγῶνας, παρελάσεις καὶ ᾄσματα.: [854, 1366, 1085, 1470]
headline-apeleftherosis: Η ΑΠΕΛΕΥΘΕΡΩΣΙΣ ΤΩΝ ΙΣΤΑΝ: [873, 734, 1066, 768]
paragraph: Ἡ Ρουμανία καὶ ἡ Ἰταλία προσβλέπουν ἀνεξαρτήτως τὸν δρόμον τῶν ἐθνικῶν των συμφερόντων. Ὅταν ἡ ὥρα τῆς ἀποφάσεως ἔλθῃ, θὰ ἐξέλθουν ἐκ τῆς οὐδετερότητος ὁμοῦ.: [854, 507, 1085, 611]
ad-title: ΕΙΣ ΤΗΝ ΧΩΡΑΝ ΤΟΥ ΘΑΝΑΤΟΥ: [391, 558, 548, 589]
ad-text: Οἱ ὅροι συμφωνοῦν τὰ προσφερόμενα εἰς τὸ γραφεῖον τοῦ Ναυτικοῦ. Ἐν Ἀθήναις τῇ 23 Ἀπριλίου 1915.: [356, 984, 583, 1047]
divider: [61, 1636, 335, 1637]
paragraph: Ἡ «Ἀφαιτεία» ἐζήτησε ἤδη ἀπὸ τὸν κ. Μαθιόπουλον ὁρισμένους πίνακας.: [1332, 487, 1539, 539]
ad-steamship: [354, 773, 585, 863]
section-head: — Η ΛΕΙΤΟΥΡΓΙΑ ΤΟΥ ΤΑΧΥΔΡΟΜΙΚΟΥ ΤΑΜΙΕΥΤΗΡΙΟΥ: [1123, 1522, 1294, 1573]
